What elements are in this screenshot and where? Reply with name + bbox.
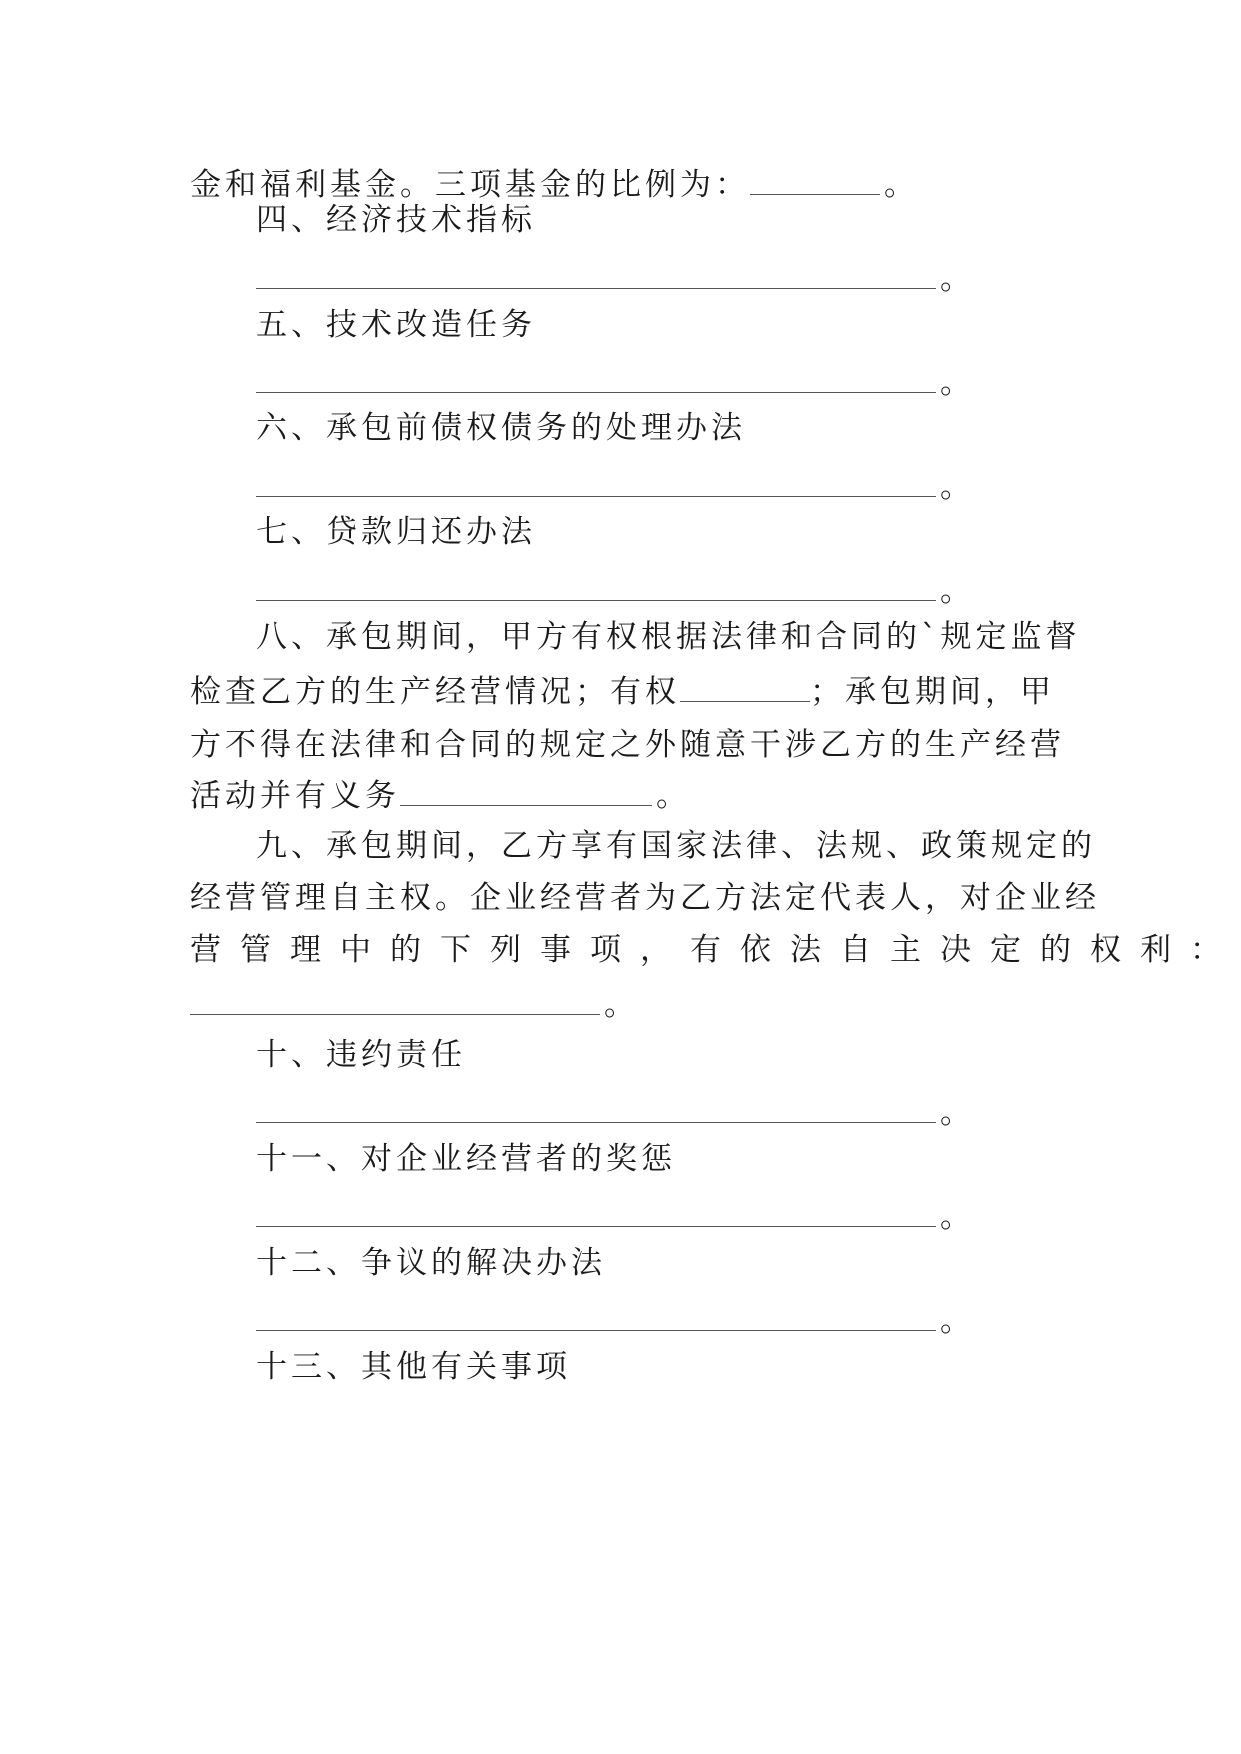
- section-6-blank[interactable]: [256, 466, 936, 497]
- section-11-blank[interactable]: [256, 1196, 936, 1227]
- section-11-period: 。: [940, 1199, 971, 1235]
- section-12-blank[interactable]: [256, 1300, 936, 1331]
- section-4-period: 。: [940, 261, 971, 297]
- section-11-heading: 十一、对企业经营者的奖惩: [256, 1141, 676, 1177]
- fund-ratio-text: 金和福利基金。三项基金的比例为：: [190, 167, 750, 203]
- section-7-heading: 七、贷款归还办法: [256, 514, 536, 550]
- section-8-period: 。: [656, 778, 691, 814]
- section-9-blank-row: [190, 984, 635, 1025]
- section-10-period: 。: [940, 1095, 971, 1131]
- section-5-heading: 五、技术改造任务: [256, 307, 536, 343]
- section-12-blank-row: [256, 1300, 971, 1341]
- section-5-blank-row: [256, 362, 971, 403]
- section-4-blank[interactable]: [256, 258, 936, 289]
- section-8-line-4: [190, 776, 1050, 816]
- section-9-blank[interactable]: [190, 984, 600, 1015]
- section-7-blank-row: [256, 570, 971, 611]
- section-9-period: 。: [604, 987, 635, 1023]
- fund-ratio-period: 。: [884, 167, 919, 203]
- section-8-line-2: [190, 672, 1055, 712]
- section-8-line-2b: ；承包期间，甲: [810, 674, 1055, 710]
- section-11-blank-row: [256, 1196, 971, 1237]
- section-9-line-3: 营管理中的下列事项，有依法自主决定的权利：: [190, 932, 1240, 968]
- section-7-period: 。: [940, 573, 971, 609]
- section-7-blank[interactable]: [256, 570, 936, 601]
- section-10-blank[interactable]: [256, 1092, 936, 1123]
- section-4-heading: 四、经济技术指标: [256, 202, 536, 238]
- fund-ratio-blank[interactable]: [750, 166, 880, 195]
- section-12-heading: 十二、争议的解决办法: [256, 1245, 606, 1281]
- section-6-heading: 六、承包前债权债务的处理办法: [256, 410, 746, 446]
- section-12-period: 。: [940, 1303, 971, 1339]
- section-5-blank[interactable]: [256, 362, 936, 393]
- section-10-blank-row: [256, 1092, 971, 1133]
- section-4-blank-row: [256, 258, 971, 299]
- section-8-line-3: 方不得在法律和合同的规定之外随意干涉乙方的生产经营: [190, 727, 1065, 763]
- section-8-line-2a: 检查乙方的生产经营情况；有权: [190, 674, 680, 710]
- section-6-period: 。: [940, 469, 971, 505]
- section-13-heading: 十三、其他有关事项: [256, 1349, 571, 1385]
- paragraph-fund-ratio: [190, 165, 1050, 205]
- section-6-blank-row: [256, 466, 971, 507]
- section-8-line-1: 八、承包期间，甲方有权根据法律和合同的`规定监督: [256, 619, 1081, 655]
- section-5-period: 。: [940, 365, 971, 401]
- section-8-duty-blank[interactable]: [400, 777, 652, 806]
- section-8-right-blank[interactable]: [680, 673, 810, 702]
- section-9-line-2: 经营管理自主权。企业经营者为乙方法定代表人，对企业经: [190, 880, 1100, 916]
- section-8-line-4-text: 活动并有义务: [190, 778, 400, 814]
- section-10-heading: 十、违约责任: [256, 1037, 466, 1073]
- section-9-line-1: 九、承包期间，乙方享有国家法律、法规、政策规定的: [256, 828, 1096, 864]
